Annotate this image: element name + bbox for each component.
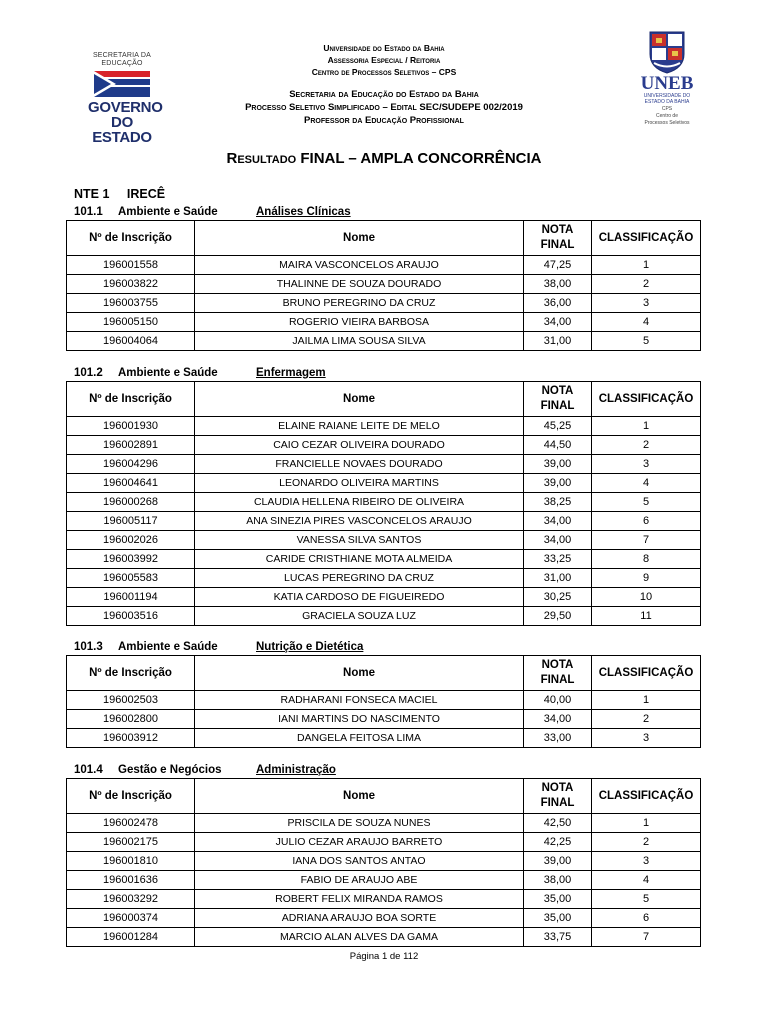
col-header-nome: Nome	[195, 382, 524, 417]
cell-inscricao: 196002026	[67, 531, 195, 550]
cell-nota: 29,50	[524, 607, 592, 626]
cell-classificacao: 4	[592, 313, 701, 332]
cell-inscricao: 196002891	[67, 436, 195, 455]
table-row	[67, 332, 701, 351]
cell-inscricao: 196002175	[67, 833, 195, 852]
cell-classificacao: 2	[592, 436, 701, 455]
col-header-nota-line2: FINAL	[540, 797, 575, 809]
col-header-inscricao: Nº de Inscrição	[67, 382, 195, 417]
table-header-row	[67, 382, 701, 417]
cell-classificacao: 6	[592, 909, 701, 928]
col-header-nota	[524, 779, 592, 814]
table-row	[67, 550, 701, 569]
cell-classificacao: 1	[592, 691, 701, 710]
cell-inscricao: 196003912	[67, 729, 195, 748]
cell-nome: IANA DOS SANTOS ANTAO	[195, 852, 524, 871]
col-header-nota	[524, 382, 592, 417]
cell-classificacao: 2	[592, 710, 701, 729]
cell-inscricao: 196000374	[67, 909, 195, 928]
cell-nome: JAILMA LIMA SOUSA SILVA	[195, 332, 524, 351]
result-section	[66, 763, 700, 947]
table-row	[67, 909, 701, 928]
gov-logo-bottom-text-2: DO ESTADO	[92, 114, 152, 146]
table-row	[67, 417, 701, 436]
cell-inscricao: 196004296	[67, 455, 195, 474]
cell-nota: 38,00	[524, 275, 592, 294]
cell-nome: KATIA CARDOSO DE FIGUEIREDO	[195, 588, 524, 607]
section-course: Enfermagem	[256, 367, 326, 379]
table-row	[67, 531, 701, 550]
process-line: Secretaria da Educação do Estado da Bahia	[289, 89, 479, 100]
uneb-logo-sub: UNIVERSIDADE DO	[643, 93, 691, 99]
section-code: 101.3	[74, 641, 103, 653]
cell-classificacao: 1	[592, 256, 701, 275]
table-header-row	[67, 779, 701, 814]
table-row	[67, 256, 701, 275]
cell-classificacao: 4	[592, 871, 701, 890]
cell-classificacao: 4	[592, 474, 701, 493]
uneb-logo-name: UNEB	[640, 73, 694, 94]
table-row	[67, 512, 701, 531]
cell-classificacao: 5	[592, 493, 701, 512]
section-title	[66, 205, 700, 220]
table-row	[67, 729, 701, 748]
cell-classificacao: 10	[592, 588, 701, 607]
institution-line: Centro de Processos Seletivos – CPS	[311, 67, 457, 77]
col-header-nota-line1: NOTA	[541, 659, 574, 671]
table-row	[67, 313, 701, 332]
cell-classificacao: 1	[592, 417, 701, 436]
cell-nome: ROBERT FELIX MIRANDA RAMOS	[195, 890, 524, 909]
cell-nome: PRISCILA DE SOUZA NUNES	[195, 814, 524, 833]
cell-nota: 40,00	[524, 691, 592, 710]
cell-nota: 34,00	[524, 512, 592, 531]
cell-nome: JULIO CEZAR ARAUJO BARRETO	[195, 833, 524, 852]
cell-inscricao: 196002800	[67, 710, 195, 729]
cell-nome: RADHARANI FONSECA MACIEL	[195, 691, 524, 710]
cell-inscricao: 196001930	[67, 417, 195, 436]
cell-nome: BRUNO PEREGRINO DA CRUZ	[195, 294, 524, 313]
cell-inscricao: 196001636	[67, 871, 195, 890]
table-row	[67, 436, 701, 455]
results-table	[66, 220, 701, 351]
cell-nota: 36,00	[524, 294, 592, 313]
cell-nome: CAIO CEZAR OLIVEIRA DOURADO	[195, 436, 524, 455]
section-area: Gestão e Negócios	[118, 764, 222, 776]
cell-nome: MARCIO ALAN ALVES DA GAMA	[195, 928, 524, 947]
cell-inscricao: 196000268	[67, 493, 195, 512]
nte-heading	[74, 187, 179, 201]
table-row	[67, 607, 701, 626]
cell-inscricao: 196001284	[67, 928, 195, 947]
cell-inscricao: 196005583	[67, 569, 195, 588]
table-row	[67, 474, 701, 493]
cell-nota: 33,75	[524, 928, 592, 947]
col-header-inscricao: Nº de Inscrição	[67, 656, 195, 691]
cell-nota: 44,50	[524, 436, 592, 455]
col-header-nota-line2: FINAL	[540, 674, 575, 686]
page-header	[0, 0, 768, 146]
col-header-inscricao: Nº de Inscrição	[67, 221, 195, 256]
uneb-logo	[636, 30, 698, 126]
table-row	[67, 814, 701, 833]
cell-nome: ADRIANA ARAUJO BOA SORTE	[195, 909, 524, 928]
table-row	[67, 455, 701, 474]
cell-inscricao: 196005150	[67, 313, 195, 332]
section-code: 101.1	[74, 206, 103, 218]
col-header-nome: Nome	[195, 656, 524, 691]
cell-nome: ELAINE RAIANE LEITE DE MELO	[195, 417, 524, 436]
page-footer: Página 1 de 112	[349, 951, 419, 962]
cell-nota: 38,00	[524, 871, 592, 890]
table-row	[67, 833, 701, 852]
cell-classificacao: 3	[592, 852, 701, 871]
cell-nome: DANGELA FEITOSA LIMA	[195, 729, 524, 748]
cell-nome: VANESSA SILVA SANTOS	[195, 531, 524, 550]
table-row	[67, 294, 701, 313]
cell-nome: CLAUDIA HELLENA RIBEIRO DE OLIVEIRA	[195, 493, 524, 512]
gov-logo-top-text: SECRETARIA DA EDUCAÇÃO	[92, 52, 152, 67]
table-row	[67, 691, 701, 710]
cell-inscricao: 196003292	[67, 890, 195, 909]
cell-inscricao: 196004641	[67, 474, 195, 493]
table-row	[67, 871, 701, 890]
col-header-classificacao: CLASSIFICAÇÃO	[592, 656, 701, 691]
cell-nome: FABIO DE ARAUJO ABE	[195, 871, 524, 890]
cell-inscricao: 196003822	[67, 275, 195, 294]
col-header-nota-line2: FINAL	[540, 400, 575, 412]
cell-inscricao: 196003992	[67, 550, 195, 569]
cell-inscricao: 196001194	[67, 588, 195, 607]
cell-nome: FRANCIELLE NOVAES DOURADO	[195, 455, 524, 474]
cell-nota: 30,25	[524, 588, 592, 607]
cell-classificacao: 3	[592, 294, 701, 313]
section-title	[66, 763, 700, 778]
cell-nota: 45,25	[524, 417, 592, 436]
cell-nota: 39,00	[524, 474, 592, 493]
cell-inscricao: 196002478	[67, 814, 195, 833]
results-table	[66, 381, 701, 626]
cell-nome: GRACIELA SOUZA LUZ	[195, 607, 524, 626]
col-header-nome: Nome	[195, 779, 524, 814]
cell-classificacao: 3	[592, 455, 701, 474]
institution-line: Universidade do Estado da Bahia	[323, 43, 445, 53]
process-line: Processo Seletivo Simplificado – Edital SEC/SUDEPE 002/2019	[245, 102, 523, 113]
cell-nome: ROGERIO VIEIRA BARBOSA	[195, 313, 524, 332]
document-title: Resultado FINAL – AMPLA CONCORRÊNCIA	[226, 150, 542, 167]
cell-classificacao: 2	[592, 275, 701, 294]
cell-nota: 47,25	[524, 256, 592, 275]
table-row	[67, 890, 701, 909]
section-course: Administração	[256, 764, 336, 776]
cell-nota: 42,25	[524, 833, 592, 852]
cell-nota: 34,00	[524, 313, 592, 332]
cell-nome: CARIDE CRISTHIANE MOTA ALMEIDA	[195, 550, 524, 569]
cell-classificacao: 2	[592, 833, 701, 852]
cell-nota: 31,00	[524, 332, 592, 351]
table-row	[67, 569, 701, 588]
table-row	[67, 588, 701, 607]
cell-nota: 42,50	[524, 814, 592, 833]
table-header-row	[67, 221, 701, 256]
col-header-nota	[524, 221, 592, 256]
table-row	[67, 852, 701, 871]
section-code: 101.2	[74, 367, 103, 379]
cell-inscricao: 196003755	[67, 294, 195, 313]
table-row	[67, 275, 701, 294]
cell-nota: 39,00	[524, 455, 592, 474]
cell-nome: ANA SINEZIA PIRES VASCONCELOS ARAUJO	[195, 512, 524, 531]
col-header-classificacao: CLASSIFICAÇÃO	[592, 779, 701, 814]
section-area: Ambiente e Saúde	[118, 641, 218, 653]
col-header-nota-line2: FINAL	[540, 239, 575, 251]
uneb-shield-icon	[648, 30, 686, 74]
col-header-inscricao: Nº de Inscrição	[67, 779, 195, 814]
section-area: Ambiente e Saúde	[118, 367, 218, 379]
cell-inscricao: 196002503	[67, 691, 195, 710]
table-row	[67, 493, 701, 512]
col-header-nota-line1: NOTA	[541, 224, 574, 236]
cell-classificacao: 5	[592, 332, 701, 351]
result-section	[66, 366, 700, 626]
section-area: Ambiente e Saúde	[118, 206, 218, 218]
col-header-nota-line1: NOTA	[541, 385, 574, 397]
cell-inscricao: 196003516	[67, 607, 195, 626]
cell-nota: 33,00	[524, 729, 592, 748]
institution-line: Assessoria Especial / Reitoria	[327, 55, 441, 65]
cell-classificacao: 3	[592, 729, 701, 748]
col-header-nota-line1: NOTA	[541, 782, 574, 794]
col-header-classificacao: CLASSIFICAÇÃO	[592, 382, 701, 417]
uneb-logo-cps: CPS	[661, 106, 673, 112]
cell-nome: THALINNE DE SOUZA DOURADO	[195, 275, 524, 294]
cell-nota: 35,00	[524, 890, 592, 909]
section-title	[66, 640, 700, 655]
nte-label: NTE 1	[74, 187, 110, 201]
cell-nome: LEONARDO OLIVEIRA MARTINS	[195, 474, 524, 493]
col-header-nota	[524, 656, 592, 691]
cell-nota: 33,25	[524, 550, 592, 569]
cell-nome: LUCAS PEREGRINO DA CRUZ	[195, 569, 524, 588]
cell-inscricao: 196004064	[67, 332, 195, 351]
results-table	[66, 778, 701, 947]
gov-logo-bottom-text-1: GOVERNO	[88, 99, 163, 116]
result-section	[66, 640, 700, 748]
cell-nota: 39,00	[524, 852, 592, 871]
col-header-classificacao: CLASSIFICAÇÃO	[592, 221, 701, 256]
col-header-nome: Nome	[195, 221, 524, 256]
table-row	[67, 710, 701, 729]
cell-nota: 38,25	[524, 493, 592, 512]
cell-classificacao: 5	[592, 890, 701, 909]
cell-nome: MAIRA VASCONCELOS ARAUJO	[195, 256, 524, 275]
cell-classificacao: 7	[592, 531, 701, 550]
uneb-logo-cps: Centro de	[656, 113, 678, 119]
cell-classificacao: 1	[592, 814, 701, 833]
nte-city: IRECÊ	[126, 187, 166, 201]
cell-inscricao: 196005117	[67, 512, 195, 531]
cell-classificacao: 9	[592, 569, 701, 588]
cell-classificacao: 8	[592, 550, 701, 569]
section-title	[66, 366, 700, 381]
cell-nome: IANI MARTINS DO NASCIMENTO	[195, 710, 524, 729]
result-section	[66, 205, 700, 351]
cell-nota: 34,00	[524, 710, 592, 729]
section-code: 101.4	[74, 764, 103, 776]
cell-classificacao: 11	[592, 607, 701, 626]
uneb-logo-sub: ESTADO DA BAHIA	[644, 99, 690, 105]
section-course: Nutrição e Dietética	[256, 641, 364, 653]
cell-classificacao: 7	[592, 928, 701, 947]
cell-nota: 34,00	[524, 531, 592, 550]
cell-inscricao: 196001558	[67, 256, 195, 275]
cell-nota: 35,00	[524, 909, 592, 928]
cell-nota: 31,00	[524, 569, 592, 588]
table-header-row	[67, 656, 701, 691]
uneb-logo-cps: Processos Seletivos	[644, 120, 690, 126]
results-table	[66, 655, 701, 748]
process-line: Professor da Educação Profissional	[304, 115, 464, 126]
section-course: Análises Clínicas	[256, 206, 351, 218]
table-row	[67, 928, 701, 947]
cell-classificacao: 6	[592, 512, 701, 531]
cell-inscricao: 196001810	[67, 852, 195, 871]
